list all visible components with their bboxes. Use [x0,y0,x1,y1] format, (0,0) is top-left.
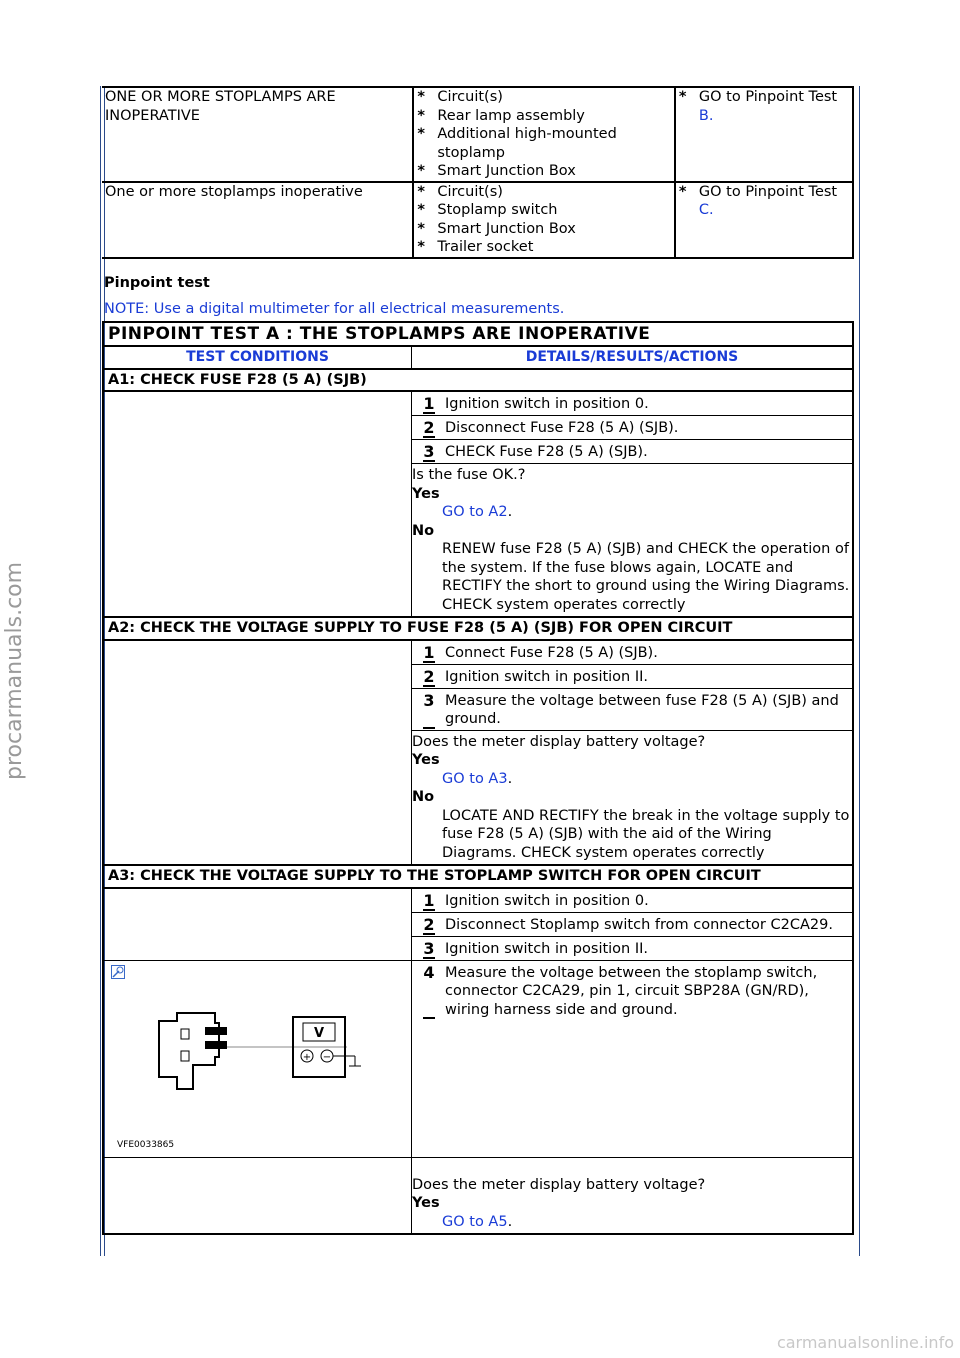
symptom-table [102,86,854,259]
symptom-cell: One or more stoplamps inoperative [102,182,413,258]
causes-cell: * Circuit(s) * Stoplamp switch * Smart Junction Box * Trailer socket [413,182,675,258]
step-item: 2 Disconnect Stoplamp switch from connector C2CA29. [412,912,854,936]
step-a3-heading: A3: CHECK THE VOLTAGE SUPPLY TO THE STOPLAMP SWITCH FOR OPEN CIRCUIT [103,865,853,888]
go-to-a5-link[interactable]: GO to A5 [442,1213,508,1230]
col-details: DETAILS/RESULTS/ACTIONS [412,346,854,369]
step-item: 3 Ignition switch in position II. [412,936,854,960]
note-text: NOTE: Use a digital multimeter for all electrical measurements. [104,300,565,317]
causes-cell: * Circuit(s) * Rear lamp assembly * Additional high-mounted stoplamp * Smart Junction Box [413,87,675,182]
figure-label: VFE0033865 [117,1139,175,1150]
step-item: 1 Ignition switch in position 0. [412,888,854,913]
action-cell: * GO to Pinpoint Test B. [675,87,853,182]
figure-cell [103,960,412,1157]
step-a1-heading: A1: CHECK FUSE F28 (5 A) (SJB) [103,369,853,392]
symptom-cell: ONE OR MORE STOPLAMPS ARE INOPERATIVE [102,87,413,182]
step-item: 2 Disconnect Fuse F28 (5 A) (SJB). [412,416,854,440]
test-conditions-cell [103,640,412,866]
pinpoint-c-link[interactable]: C. [698,202,714,218]
test-conditions-cell [103,1157,412,1234]
result-cell: Is the fuse OK.? Yes GO to A2. No RENEW fuse F28 (5 A) (SJB) and CHECK the operation of the system. If the fuse blows again, LOCATE and RECTIFY the short to ground using the Wiring Diagrams. CHECK system operates correctly [412,464,854,618]
step-item: 2 Ignition switch in position II. [412,664,854,688]
pinpoint-heading: Pinpoint test [104,274,210,291]
step-item: 1 Connect Fuse F28 (5 A) (SJB). [412,640,854,665]
pinpoint-b-link[interactable]: B. [698,107,714,124]
test-title: PINPOINT TEST A : THE STOPLAMPS ARE INOPERATIVE [103,322,853,347]
step-item: 1 Ignition switch in position 0. [412,391,854,416]
step-item: 3 CHECK Fuse F28 (5 A) (SJB). [412,440,854,464]
step-item: 4 Measure the voltage between the stoplamp switch, connector C2CA29, pin 1, circuit SBP28A (GN/RD), wiring harness side and ground. [412,960,854,1157]
symptom-row [102,87,853,182]
svg-text:−: − [322,1051,332,1063]
go-to-a2-link[interactable]: GO to A2 [442,504,508,520]
test-conditions-cell [103,391,412,617]
result-cell: Does the meter display battery voltage? Yes GO to A5. [412,1157,854,1234]
watermark-left: procarmanuals.com [2,561,27,780]
action-cell: * GO to Pinpoint Test C. [675,182,853,258]
zoom-icon[interactable] [111,965,125,979]
go-to-a3-link[interactable]: GO to A3 [442,770,508,787]
pinpoint-test-table [102,321,854,1236]
svg-text:+: + [302,1051,312,1063]
meter-label: V [313,1025,325,1041]
test-conditions-cell [103,888,412,961]
result-cell: Does the meter display battery voltage? Yes GO to A3. No LOCATE AND RECTIFY the break in the voltage supply to fuse F28 (5 A) (SJB) with the aid of the Wiring Diagrams. CHECK system operates correctly [412,730,854,865]
symptom-row [102,182,853,258]
col-test-conditions: TEST CONDITIONS [103,346,412,369]
step-item: 3 Measure the voltage between fuse F28 (5 A) (SJB) and ground. [412,688,854,730]
watermark-bottom: carmanualsonline.info [776,1333,954,1352]
multimeter-diagram [107,961,407,1157]
step-a2-heading: A2: CHECK THE VOLTAGE SUPPLY TO FUSE F28 (5 A) (SJB) FOR OPEN CIRCUIT [103,617,853,640]
document-page [100,86,860,1235]
